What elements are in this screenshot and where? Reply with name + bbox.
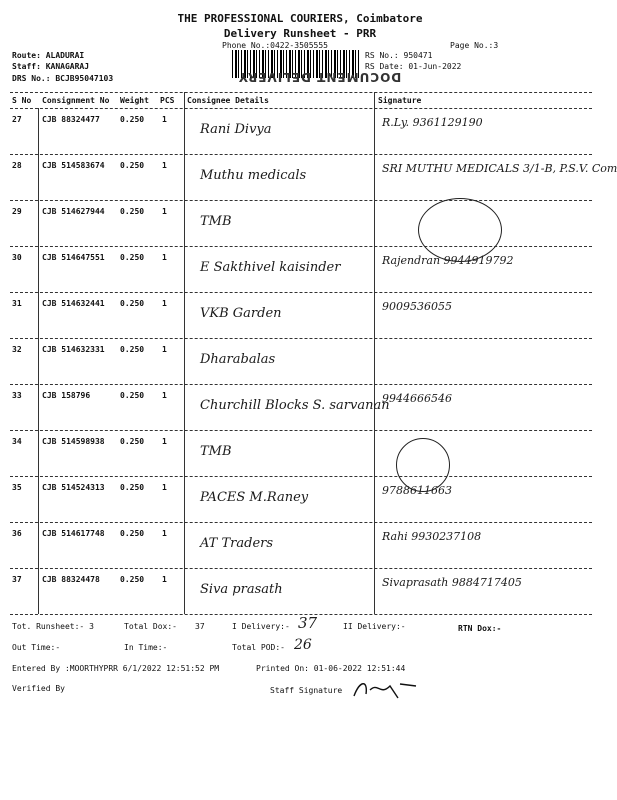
row-consignee: Dharabalas (200, 352, 276, 367)
row-signature: 9009536055 (382, 300, 452, 313)
total-pod-label: Total POD:- (232, 643, 285, 652)
row-signature: Rahi 9930237108 (382, 530, 482, 543)
row-signature: R.Ly. 9361129190 (382, 116, 483, 129)
row-sno: 36 (12, 529, 22, 538)
row-divider (10, 154, 592, 155)
row-sno: 32 (12, 345, 22, 354)
entered-by: Entered By :MOORTHYPRR 6/1/2022 12:51:52 PM (12, 664, 220, 673)
row-sno: 28 (12, 161, 22, 170)
staff: Staff: KANAGARAJ (12, 62, 90, 71)
row-weight: 0.250 (120, 437, 145, 446)
runsheet-subtitle: Delivery Runsheet - PRR (223, 27, 377, 40)
phone-number: Phone No.:0422-3505555 (222, 41, 328, 50)
row-divider (10, 430, 592, 431)
row-signature: 9944666546 (382, 392, 452, 405)
row-consignment: CJB 514524313 (42, 483, 105, 492)
row-weight: 0.250 (120, 207, 145, 216)
row-sno: 31 (12, 299, 22, 308)
row-weight: 0.250 (120, 483, 145, 492)
col-sno: S No (12, 96, 32, 105)
row-signature: 9788611663 (382, 484, 452, 497)
row-consignee: Muthu medicals (200, 168, 307, 183)
drs-number: DRS No.: BCJB95047103 (12, 74, 114, 83)
header-divider-bottom (10, 108, 592, 109)
printed-on: Printed On: 01-06-2022 12:51:44 (256, 664, 406, 673)
col-consignment: Consignment No (42, 96, 110, 105)
row-pcs: 1 (162, 437, 167, 446)
col-weight: Weight (120, 96, 149, 105)
row-consignee: VKB Garden (200, 306, 282, 321)
staff-signature-mark (350, 676, 420, 702)
row-weight: 0.250 (120, 345, 145, 354)
row-divider (10, 246, 592, 247)
row-sno: 30 (12, 253, 22, 262)
row-weight: 0.250 (120, 299, 145, 308)
row-pcs: 1 (162, 115, 167, 124)
row-consignment: CJB 158796 (42, 391, 91, 400)
page-number: Page No.:3 (450, 41, 499, 50)
row-sno: 33 (12, 391, 22, 400)
row-consignee: Churchill Blocks S. sarvanan (200, 398, 390, 413)
row-sno: 27 (12, 115, 22, 124)
row-sno: 35 (12, 483, 22, 492)
medical-shop-stamp (418, 198, 502, 262)
row-pcs: 1 (162, 483, 167, 492)
row-divider (10, 522, 592, 523)
vline-sno (38, 108, 39, 614)
row-weight: 0.250 (120, 253, 145, 262)
row-consignee: Siva prasath (200, 582, 283, 597)
i-delivery-label: I Delivery:- (232, 622, 290, 631)
rtn-dox-label: RTN Dox:- (458, 624, 502, 633)
rs-date: RS Date: 01-Jun-2022 (365, 62, 462, 71)
row-consignment: CJB 514617748 (42, 529, 105, 538)
row-sno: 29 (12, 207, 22, 216)
row-consignment: CJB 514583674 (42, 161, 105, 170)
row-pcs: 1 (162, 391, 167, 400)
row-consignment: CJB 88324478 (42, 575, 100, 584)
row-pcs: 1 (162, 253, 167, 262)
total-dox-label: Total Dox:- (124, 622, 177, 631)
row-divider (10, 292, 592, 293)
row-divider (10, 338, 592, 339)
row-pcs: 1 (162, 529, 167, 538)
col-consignee: Consignee Details (187, 96, 269, 105)
row-pcs: 1 (162, 207, 167, 216)
row-signature: SRI MUTHU MEDICALS 3/1-B, P.S.V. Com (382, 162, 617, 175)
vline-signature (374, 92, 375, 614)
in-time-label: In Time:- (124, 643, 168, 652)
verified-by: Verified By (12, 684, 65, 693)
staff-signature-label: Staff Signature (270, 686, 343, 695)
document-delivery-stamp: DOCUMENT DELIVERY (238, 70, 402, 84)
row-divider (10, 200, 592, 201)
row-consignment: CJB 514632331 (42, 345, 105, 354)
tot-runsheet: Tot. Runsheet:- 3 (12, 622, 94, 631)
row-consignee: TMB (200, 444, 232, 459)
out-time-label: Out Time:- (12, 643, 61, 652)
row-pcs: 1 (162, 345, 167, 354)
total-pod-value: 26 (294, 637, 312, 653)
row-signature: Sivaprasath 9884717405 (382, 576, 522, 589)
row-consignee: AT Traders (200, 536, 274, 551)
row-divider (10, 476, 592, 477)
bank-stamp (396, 438, 450, 492)
row-divider (10, 384, 592, 385)
row-pcs: 1 (162, 299, 167, 308)
row-consignee: E Sakthivel kaisinder (200, 260, 341, 275)
row-sno: 34 (12, 437, 22, 446)
header-divider-top (10, 92, 592, 93)
row-sno: 37 (12, 575, 22, 584)
row-consignment: CJB 88324477 (42, 115, 100, 124)
rs-number: RS No.: 950471 (365, 51, 433, 60)
row-weight: 0.250 (120, 529, 145, 538)
vline-consignee (184, 92, 185, 614)
row-pcs: 1 (162, 161, 167, 170)
row-consignee: PACES M.Raney (200, 490, 309, 505)
col-pcs: PCS (160, 96, 175, 105)
ii-delivery-label: II Delivery:- (343, 622, 406, 631)
row-weight: 0.250 (120, 575, 145, 584)
company-title: THE PROFESSIONAL COURIERS, Coimbatore (177, 12, 423, 25)
row-weight: 0.250 (120, 391, 145, 400)
row-weight: 0.250 (120, 161, 145, 170)
row-consignee: TMB (200, 214, 232, 229)
row-consignment: CJB 514647551 (42, 253, 105, 262)
col-signature: Signature (378, 96, 422, 105)
row-signature: Rajendran 9944919792 (382, 254, 514, 267)
i-delivery-value: 37 (298, 614, 318, 632)
row-weight: 0.250 (120, 115, 145, 124)
row-consignment: CJB 514598938 (42, 437, 105, 446)
total-dox-value: 37 (195, 622, 205, 631)
row-divider (10, 568, 592, 569)
row-pcs: 1 (162, 575, 167, 584)
row-consignment: CJB 514627944 (42, 207, 105, 216)
row-consignment: CJB 514632441 (42, 299, 105, 308)
row-consignee: Rani Divya (200, 122, 272, 137)
route: Route: ALADURAI (12, 51, 85, 60)
